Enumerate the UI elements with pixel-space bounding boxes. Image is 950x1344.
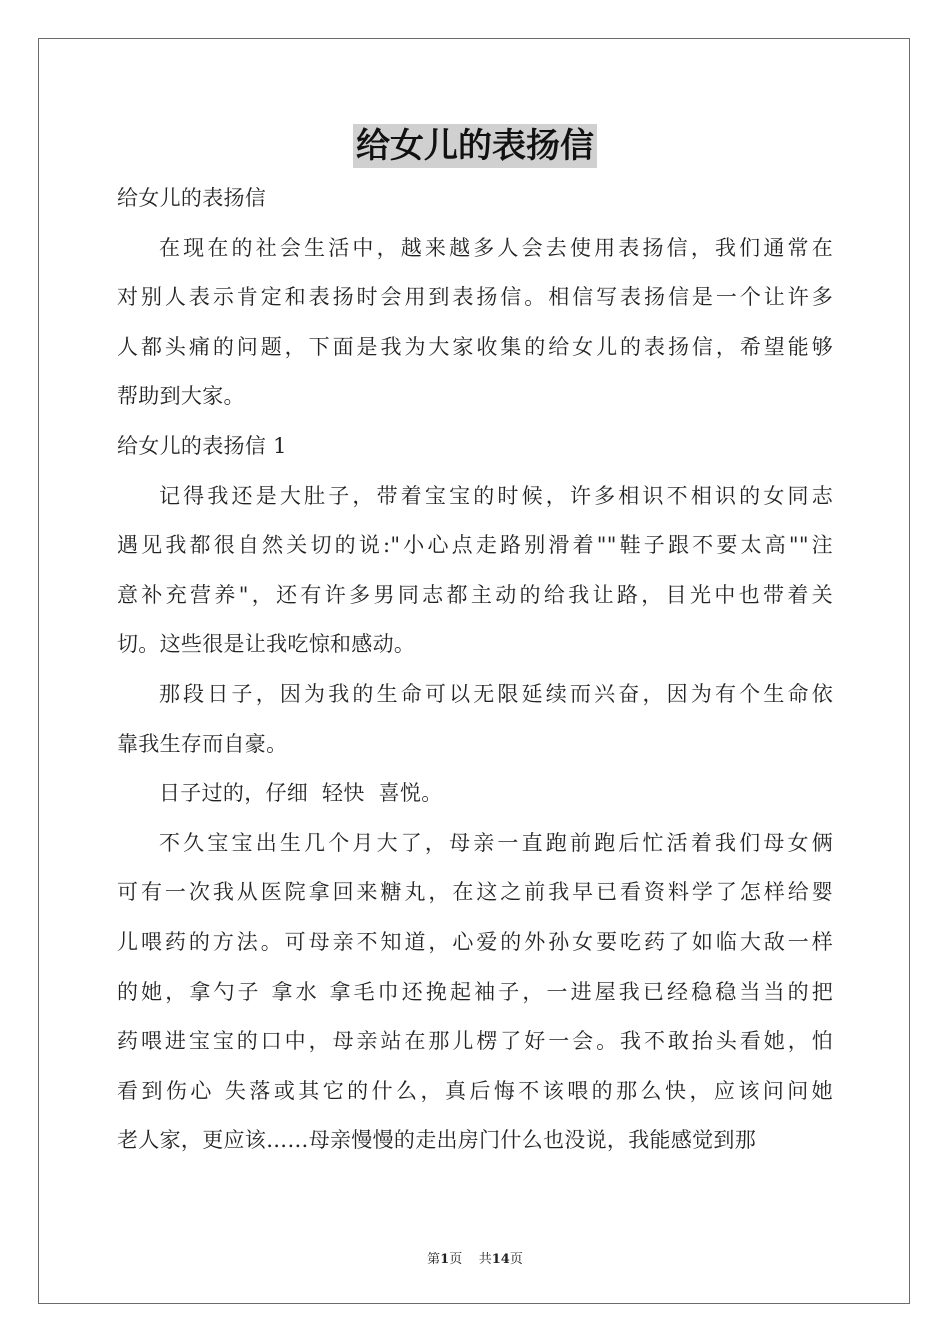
page-footer	[0, 1248, 950, 1267]
paragraph	[117, 769, 833, 819]
text-line: 帮助到大家。	[117, 384, 245, 409]
paragraph	[117, 224, 833, 422]
text-line: 给女儿的表扬信 1	[117, 433, 287, 458]
text-line: 药喂进宝宝的口中，母亲站在那儿楞了好一会。我不敢抬头看她，怕	[117, 1029, 833, 1054]
document-title: 给女儿的表扬信	[353, 124, 597, 168]
document-body	[117, 124, 833, 1166]
text-line: 看到伤心 失落或其它的什么，真后悔不该喂的那么快，应该问问她	[117, 1078, 833, 1103]
text-line: 对别人表示肯定和表扬时会用到表扬信。相信写表扬信是一个让许多	[117, 285, 833, 310]
paragraph	[117, 670, 833, 769]
text-line: 日子过的，仔细 轻快 喜悦。	[159, 781, 443, 806]
text-line: 意补充营养"，还有许多男同志都主动的给我让路，目光中也带着关	[117, 582, 833, 607]
text-line: 老人家，更应该……母亲慢慢的走出房门什么也没说，我能感觉到那	[117, 1128, 756, 1153]
document-content	[117, 174, 833, 1166]
paragraph	[117, 819, 833, 1166]
text-line: 人都头痛的问题，下面是我为大家收集的给女儿的表扬信，希望能够	[117, 334, 833, 359]
footer-suffix: 页	[509, 1252, 523, 1267]
text-line: 遇见我都很自然关切的说:"小心点走路别滑着""鞋子跟不要太高""注	[117, 533, 833, 558]
text-line: 切。这些很是让我吃惊和感动。	[117, 632, 416, 657]
text-line: 那段日子，因为我的生命可以无限延续而兴奋，因为有个生命依	[159, 681, 833, 706]
text-line: 的她，拿勺子 拿水 拿毛巾还挽起袖子，一进屋我已经稳稳当当的把	[117, 979, 833, 1004]
text-line: 可有一次我从医院拿回来糖丸，在这之前我早已看资料学了怎样给婴	[117, 880, 833, 905]
text-line: 不久宝宝出生几个月大了，母亲一直跑前跑后忙活着我们母女俩	[159, 830, 833, 855]
text-line: 给女儿的表扬信	[117, 186, 267, 210]
text-line: 儿喂药的方法。可母亲不知道，心爱的外孙女要吃药了如临大敌一样	[117, 929, 833, 954]
paragraph	[117, 174, 833, 224]
title-wrap	[117, 124, 833, 174]
paragraph	[117, 422, 833, 472]
footer-page-number: 1	[440, 1252, 450, 1267]
text-line: 在现在的社会生活中，越来越多人会去使用表扬信，我们通常在	[159, 235, 833, 260]
footer-total-pages: 14	[491, 1252, 510, 1267]
text-line: 记得我还是大肚子，带着宝宝的时候，许多相识不相识的女同志	[159, 483, 833, 508]
footer-mid: 页 共	[449, 1252, 492, 1267]
text-line: 靠我生存而自豪。	[117, 731, 288, 756]
paragraph	[117, 472, 833, 670]
footer-prefix: 第	[427, 1252, 441, 1267]
